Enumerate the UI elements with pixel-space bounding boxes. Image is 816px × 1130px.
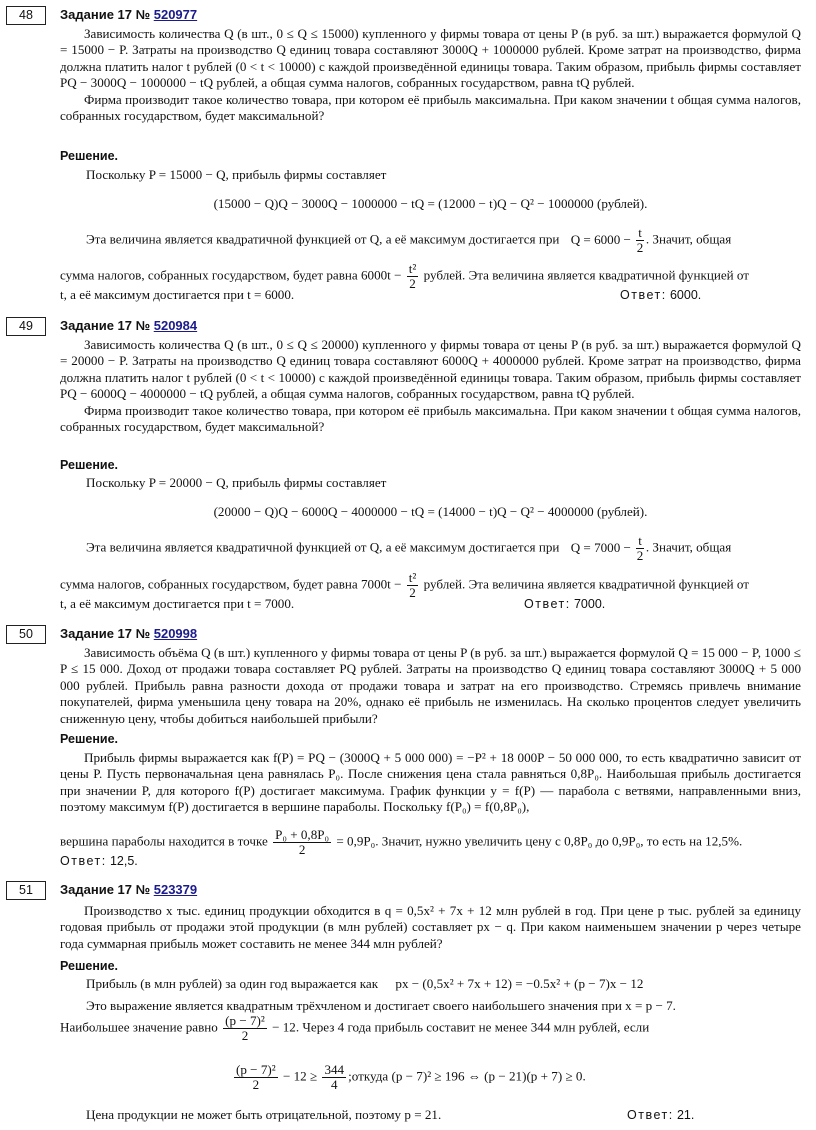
task-condition xyxy=(60,903,801,952)
fraction xyxy=(636,226,644,255)
task-number-box: 51 xyxy=(6,881,46,900)
numerator: P₀ + 0,8P₀ xyxy=(275,827,330,842)
answer-label: Ответ: xyxy=(620,288,667,302)
numerator: (p − 7)² xyxy=(225,1013,265,1028)
fraction xyxy=(407,571,419,600)
solution-line xyxy=(86,226,801,255)
numerator: 344 xyxy=(324,1062,345,1077)
text-segment: Эта величина является квадратичной функцией от Q, а её максимум достигается при xyxy=(86,231,560,247)
task-title: Задание 17 № xyxy=(60,882,151,897)
fraction xyxy=(273,828,331,857)
math-segment: px − (0,5x² + 7x + 12) = −0.5x² + (p − 7)x − 12 xyxy=(395,976,644,991)
solution-line: Это выражение является квадратным трёхчленом и достигает своего наибольшего значения при x = p − 7. xyxy=(86,998,676,1013)
task-id-link[interactable]: 520984 xyxy=(153,318,198,333)
task-condition xyxy=(60,337,801,435)
denominator: 2 xyxy=(409,276,416,291)
math-segment: Q = 7000 − xyxy=(570,539,631,555)
denominator: 2 xyxy=(409,585,416,600)
condition-paragraph: Производство x тыс. единиц продукции обходится в q = 0,5x² + 7x + 12 млн рублей в год. При цене p тыс. рублей за единицу годовая прибыль от продажи этой продукции (в млн рублей) составляет px − q. При каком наименьшем значении p через четыре года суммарная прибыль может составить не менее 344 млн рублей? xyxy=(60,903,801,951)
text-segment: = 0,9P₀. Значит, нужно увеличить цену с 0,8P₀ до 0,9P₀, то есть на 12,5%. xyxy=(336,833,743,849)
answer-value: 7000. xyxy=(573,597,606,611)
math-segment: Q = 6000 − xyxy=(570,231,631,247)
task-condition xyxy=(60,645,801,727)
solution-formula: (20000 − Q)Q − 6000Q − 4000000 − tQ = (14000 − t)Q − Q² − 4000000 (рублей). xyxy=(213,504,648,519)
answer-value: 21. xyxy=(676,1108,695,1122)
fraction xyxy=(407,262,419,291)
numerator: t xyxy=(638,533,642,548)
task-number-box: 49 xyxy=(6,317,46,336)
solution-label: Решение. xyxy=(60,149,119,163)
task-heading xyxy=(60,317,197,335)
solution-line xyxy=(86,534,801,563)
solution-line xyxy=(86,976,643,992)
task-heading xyxy=(60,6,197,24)
fraction xyxy=(234,1063,278,1092)
solution-line xyxy=(60,828,742,857)
math-segment: 7000t − xyxy=(360,576,402,592)
solution-paragraph xyxy=(60,750,801,816)
answer-value: 12,5. xyxy=(109,854,138,868)
denominator: 2 xyxy=(298,842,306,857)
question-paragraph: Фирма производит такое количество товара, при котором её прибыль максимальна. При каком значении t общая сумма налогов, собранных государством, будет максимальной? xyxy=(60,91,801,124)
condition-paragraph: Зависимость объёма Q (в шт.) купленного у фирмы товара от цены P (в руб. за шт.) выражается формулой Q = 15 000 − P, 1000 ≤ P ≤ 15 000. Доход от продажи товара составляет PQ рублей. Затраты на производство Q единиц товара составляют 3000Q + 5 000 000 рублей. Прибыль равна разности дохода от продажи товара и затрат на его производство. Стремясь привлечь внимание покупателей, фирма уменьшила цену товара на 20%, однако её прибыль не изменилась. На сколько процентов следует увеличить сниженную цену, чтобы добиться наибольшей прибыли? xyxy=(60,645,801,726)
solution-label: Решение. xyxy=(60,458,119,472)
solution-inequality xyxy=(232,1063,586,1092)
task-id-link[interactable]: 520977 xyxy=(153,7,198,22)
numerator: t xyxy=(638,225,642,240)
text-segment: − 12. Через 4 года прибыль составит не менее 344 млн рублей, если xyxy=(272,1019,650,1035)
text-segment: сумма налогов, собранных государством, будет равна xyxy=(60,267,358,283)
task-id-link[interactable]: 523379 xyxy=(153,882,198,897)
condition-paragraph: Зависимость количества Q (в шт., 0 ≤ Q ≤ 15000) купленного у фирмы товара от цены P (в руб. за шт.) выражается формулой Q = 15000 − P. Затраты на производство Q единиц товара составляют 3000Q + 1000000 рублей. Кроме затрат на производство, фирма должна платить налог t рублей (0 < t < 10000) с каждой произведённой единицы товара. Таким образом, прибыль фирмы составляет PQ − 3000Q − 1000000 − tQ рублей, а общая сумма налогов, собранных государством, равна tQ рублей. xyxy=(60,26,801,91)
fraction xyxy=(636,534,644,563)
task-condition xyxy=(60,26,801,124)
denominator: 2 xyxy=(241,1028,249,1043)
answer xyxy=(524,596,605,612)
text-segment: рублей. Эта величина является квадратичной функцией от xyxy=(423,267,750,283)
text-segment: Эта величина является квадратичной функцией от Q, а её максимум достигается при xyxy=(86,539,560,555)
denominator: 2 xyxy=(636,240,644,255)
solution-line: Поскольку P = 15000 − Q, прибыль фирмы составляет xyxy=(86,167,387,182)
answer xyxy=(627,1107,694,1123)
text-segment: Наибольшее значение равно xyxy=(60,1019,218,1035)
text-segment: . Значит, общая xyxy=(645,231,732,247)
denominator: 4 xyxy=(331,1077,338,1092)
task-heading xyxy=(60,881,197,899)
task-number-box: 50 xyxy=(6,625,46,644)
task-title: Задание 17 № xyxy=(60,7,151,22)
answer-label: Ответ: xyxy=(627,1108,674,1122)
solution-label: Решение. xyxy=(60,959,119,973)
answer-value: 6000. xyxy=(669,288,702,302)
task-title: Задание 17 № xyxy=(60,626,151,641)
numerator: (p − 7)² xyxy=(236,1062,276,1077)
math-segment: ;откуда (p − 7)² ≥ 196 ⇔ (p − 21)(p + 7) ≥ 0. xyxy=(348,1068,586,1084)
solution-line: t, а её максимум достигается при t = 6000. xyxy=(60,287,295,302)
text-segment: вершина параболы находится в точке xyxy=(60,833,268,849)
solution-line xyxy=(60,1014,649,1043)
question-paragraph: Фирма производит такое количество товара, при котором её прибыль максимальна. При каком значении t общая сумма налогов, собранных государством, будет максимальной? xyxy=(60,402,801,435)
solution-label: Решение. xyxy=(60,732,119,746)
answer xyxy=(60,853,138,869)
math-segment: − 12 ≥ xyxy=(282,1068,318,1084)
task-number-box: 48 xyxy=(6,6,46,25)
denominator: 2 xyxy=(636,548,644,563)
fraction xyxy=(322,1063,346,1092)
fraction xyxy=(223,1014,267,1043)
task-id-link[interactable]: 520998 xyxy=(153,626,198,641)
solution-line: Цена продукции не может быть отрицательной, поэтому p = 21. xyxy=(86,1107,442,1122)
solution-line: t, а её максимум достигается при t = 7000. xyxy=(60,596,295,611)
text-segment: . Значит, общая xyxy=(645,539,732,555)
solution-text: Прибыль фирмы выражается как f(P) = PQ − (3000Q + 5 000 000) = −P² + 18 000P − 50 000 000, то есть квадратично зависит от цены P. Пусть первоначальная цена равнялась P₀. После снижения цена стала равняться 0,8P₀. Наибольшая прибыль достигается при значении P, для которого f(P) достигает максимума. График функции y = f(P) — парабола с ветвями, направленными вниз, поэтому максимум f(P) достигается в вершине параболы. Поскольку f(P₀) = f(0,8P₀), xyxy=(60,750,801,815)
answer xyxy=(620,287,701,303)
answer-label: Ответ: xyxy=(524,597,571,611)
text-segment: рублей. Эта величина является квадратичной функцией от xyxy=(423,576,750,592)
solution-formula: (15000 − Q)Q − 3000Q − 1000000 − tQ = (12000 − t)Q − Q² − 1000000 (рублей). xyxy=(213,196,648,211)
math-segment: 6000t − xyxy=(360,267,402,283)
text-segment: Прибыль (в млн рублей) за один год выражается как xyxy=(86,976,379,991)
condition-paragraph: Зависимость количества Q (в шт., 0 ≤ Q ≤ 20000) купленного у фирмы товара от цены P (в руб. за шт.) выражается формулой Q = 20000 − P. Затраты на производство Q единиц товара составляют 6000Q + 4000000 рублей. Кроме затрат на производство, фирма должна платить налог t рублей (0 < t < 10000) с каждой произведённой единицы товара. Таким образом, прибыль фирмы составляет PQ − 6000Q − 4000000 − tQ рублей, а общая сумма налогов, собранных государством, равна tQ рублей. xyxy=(60,337,801,402)
solution-line: Поскольку P = 20000 − Q, прибыль фирмы составляет xyxy=(86,475,387,490)
task-heading xyxy=(60,625,197,643)
numerator: t² xyxy=(408,570,417,585)
denominator: 2 xyxy=(252,1077,260,1092)
answer-label: Ответ: xyxy=(60,854,107,868)
numerator: t² xyxy=(408,261,417,276)
text-segment: сумма налогов, собранных государством, будет равна xyxy=(60,576,358,592)
task-title: Задание 17 № xyxy=(60,318,151,333)
